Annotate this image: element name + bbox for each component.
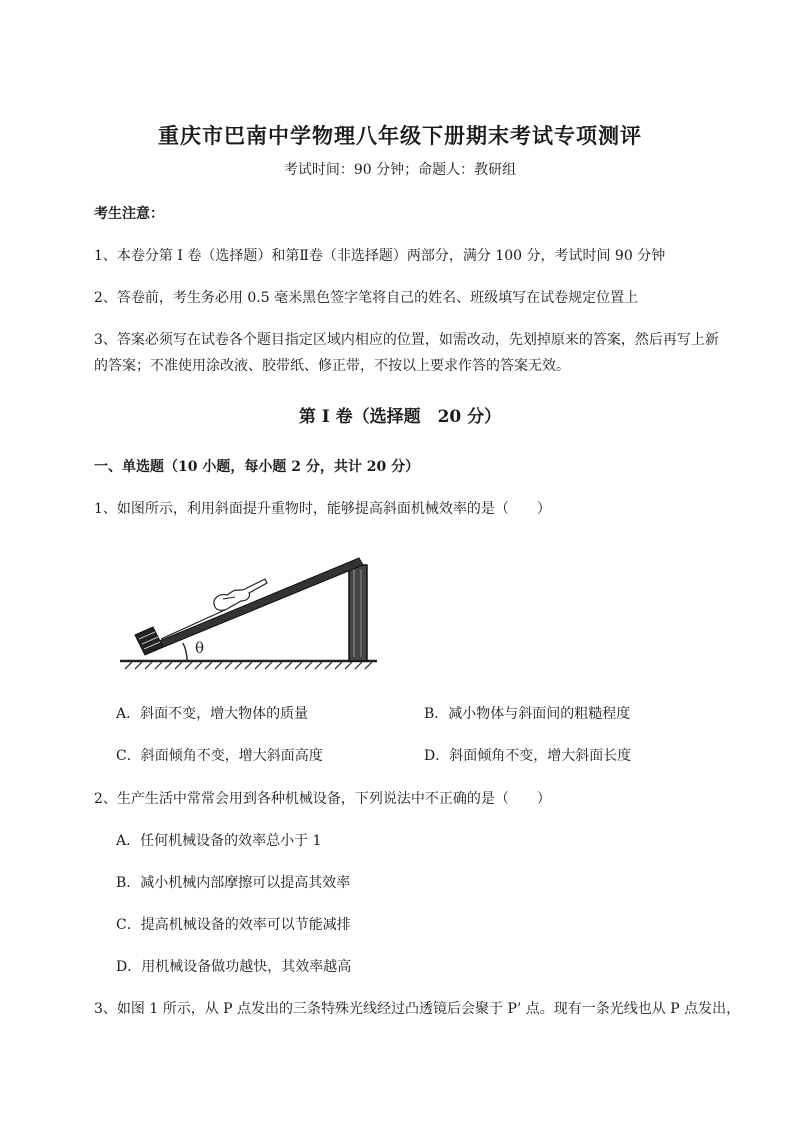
notice-item-1: 1、本卷分第 I 卷（选择题）和第Ⅱ卷（非选择题）两部分，满分 100 分，考试时间 90 分钟	[94, 248, 666, 264]
question-2-option-a[interactable]: A．任何机械设备的效率总小于 1	[116, 833, 322, 849]
question-2-stem: 2、生产生活中常常会用到各种机械设备，下列说法中不正确的是（ ）	[94, 791, 551, 807]
notice-item-3-continued: 的答案；不准使用涂改液、胶带纸、修正带，不按以上要求作答的答案无效。	[94, 358, 570, 374]
question-1-stem: 1、如图所示，利用斜面提升重物时，能够提高斜面机械效率的是（ ）	[94, 501, 551, 517]
notice-heading: 考生注意：	[94, 206, 164, 222]
section-title: 第 I 卷（选择题 20 分）	[298, 407, 502, 427]
load-block	[135, 627, 163, 655]
exam-title: 重庆市巴南中学物理八年级下册期末考试专项测评	[158, 123, 642, 148]
notice-item-3: 3、答案必须写在试卷各个题目指定区域内相应的位置，如需改动，先划掉原来的答案，然后再写上新	[94, 332, 719, 348]
question-1-option-b[interactable]: B．减小物体与斜面间的粗糙程度	[424, 706, 631, 722]
exam-subtitle: 考试时间：90 分钟；命题人：教研组	[283, 162, 517, 178]
question-1-option-a[interactable]: A．斜面不变，增大物体的质量	[116, 706, 309, 722]
question-2-option-c[interactable]: C．提高机械设备的效率可以节能减排	[116, 917, 351, 933]
inclined-plane-figure	[115, 543, 380, 673]
question-1-option-c[interactable]: C．斜面倾角不变，增大斜面高度	[116, 748, 323, 764]
question-3-stem: 3、如图 1 所示，从 P 点发出的三条特殊光线经过凸透镜后会聚于 P’ 点。现有一条光线也从 P 点发出，	[94, 1001, 741, 1017]
angle-label: θ	[195, 639, 205, 657]
question-2-option-d[interactable]: D．用机械设备做功越快，其效率越高	[116, 959, 352, 975]
angle-arc	[183, 643, 187, 661]
section-heading: 一、单选题（10 小题，每小题 2 分，共计 20 分）	[94, 459, 420, 475]
question-2-option-b[interactable]: B．减小机械内部摩擦可以提高其效率	[116, 875, 351, 891]
incline-board	[145, 558, 363, 653]
support-block	[349, 565, 367, 661]
question-1-option-d[interactable]: D．斜面倾角不变，增大斜面长度	[424, 748, 632, 764]
notice-item-2: 2、答卷前，考生务必用 0.5 毫米黑色签字笔将自己的姓名、班级填写在试卷规定位置上	[94, 290, 639, 306]
